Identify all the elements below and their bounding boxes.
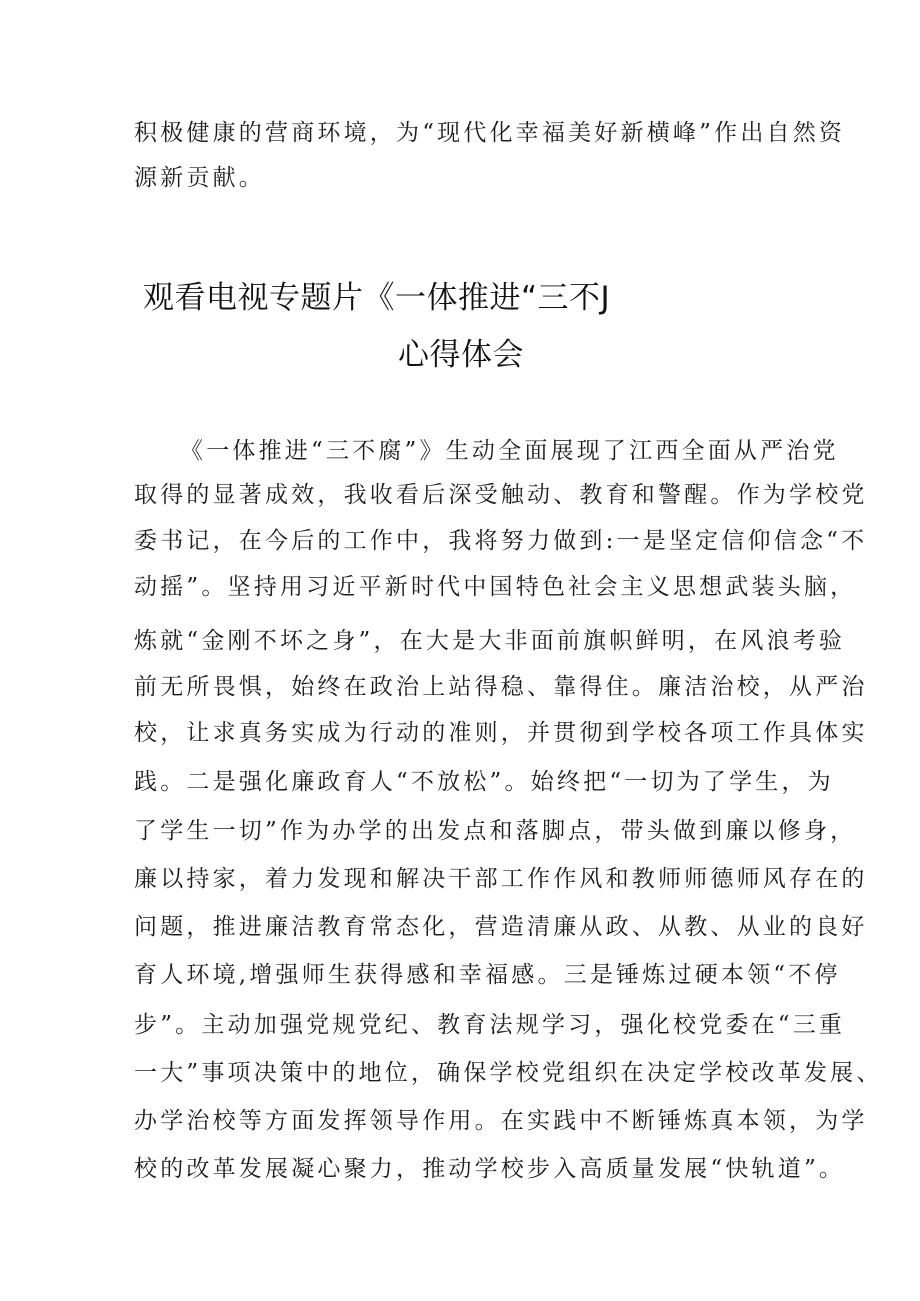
body-line: 炼就“金刚不坏之身”，在大是大非面前旗帜鲜明，在风浪考验 — [134, 628, 846, 654]
article-title-line: 观看电视专题片《一体推进“三不J — [143, 280, 611, 316]
body-line: 委书记，在今后的工作中，我将努力做到:一是坚定信仰信念“不 — [134, 528, 868, 554]
body-line: 校的改革发展凝心聚力，推动学校步入高质量发展“快轨道”。 — [134, 1156, 846, 1182]
body-line: 廉以持家，着力发现和解决干部工作作风和教师师德师风存在的 — [134, 866, 868, 892]
body-line: 前无所畏惧，始终在政治上站得稳、靠得住。廉洁治校，从严治 — [134, 674, 868, 700]
body-line: 践。二是强化廉政育人“不放松”。始终把“一切为了学生，为 — [134, 769, 834, 795]
body-line: 一大”事项决策中的地位，确保学校党组织在决定学校改革发展、 — [134, 1060, 883, 1086]
intro-line: 积极健康的营商环境，为“现代化幸福美好新横峰”作出自然资 — [134, 120, 846, 146]
body-line: 了学生一切”作为办学的出发点和落脚点，带头做到廉以修身， — [134, 818, 857, 844]
body-line: 《一体推进“三不腐”》生动全面展现了江西全面从严治党 — [180, 438, 839, 464]
body-line: 育人环境,增强师生获得感和幸福感。三是锤炼过硬本领“不停 — [134, 962, 841, 988]
body-line: 校，让求真务实成为行动的准则，并贯彻到学校各项工作具体实 — [134, 720, 868, 746]
body-line: 步”。主动加强党规党纪、教育法规学习，强化校党委在“三重 — [134, 1012, 846, 1038]
article-title-line: 心得体会 — [398, 337, 524, 373]
body-line: 办学治校等方面发挥领导作用。在实践中不断锤炼真本领，为学 — [134, 1108, 868, 1134]
body-line: 取得的显著成效，我收看后深受触动、教育和警醒。作为学校党 — [134, 482, 868, 508]
intro-line: 源新贡献。 — [134, 165, 265, 191]
body-line: 动摇”。坚持用习近平新时代中国特色社会主义思想武装头脑， — [134, 574, 857, 600]
body-line: 问题，推进廉洁教育常态化，营造清廉从政、从教、从业的良好 — [134, 914, 868, 940]
